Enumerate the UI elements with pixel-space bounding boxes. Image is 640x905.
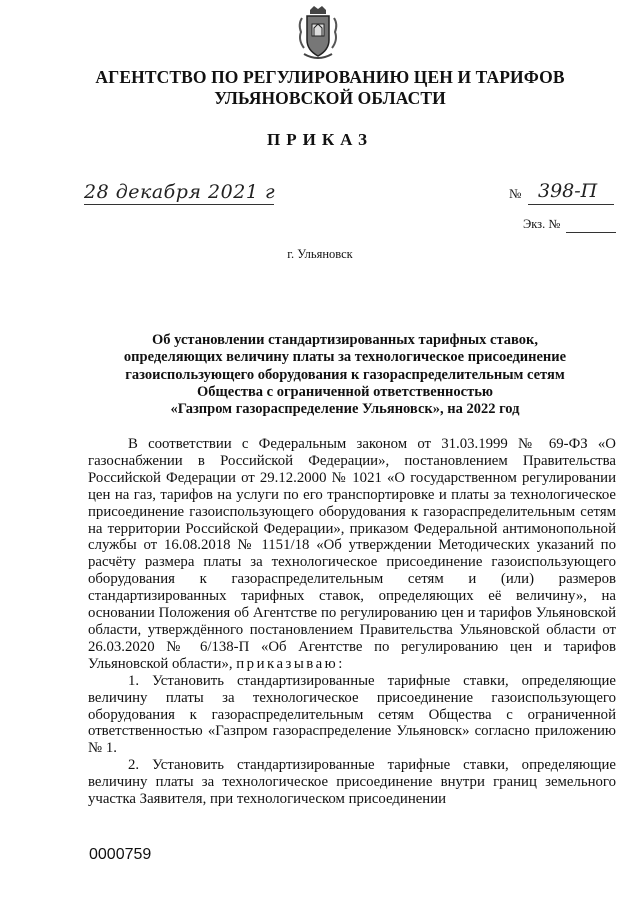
agency-line-2: УЛЬЯНОВСКОЙ ОБЛАСТИ — [214, 88, 446, 108]
handwritten-number: 398-П — [538, 180, 598, 202]
copy-number-label: Экз. № — [523, 217, 561, 231]
handwritten-date: 28 декабря 2021 г — [84, 181, 276, 203]
city-label: г. Ульяновск — [287, 247, 353, 261]
agency-line-1: АГЕНТСТВО ПО РЕГУЛИРОВАНИЮ ЦЕН И ТАРИФОВ — [95, 67, 565, 87]
document-serial-number: 0000759 — [89, 846, 152, 863]
preamble-text: В соответствии с Федеральным законом от 31.03.1999 № 69-ФЗ «О газоснабжении в Российской Федерации», постановлением Правительства Российской Федерации от 29.12.2000 № 1021 «О государственном регулировании цен на газ, тарифов на услуги по его транспортировке и платы за технологическое присоединение газоиспользующего оборудования к газораспределительным сетям на территории Российской Федерации», приказом Федеральной антимонопольной службы от 16.08.2018 № 1151/18 «Об утверждении Методических указаний по расчёту размера платы за технологическое присоединение газоиспользующего оборудования к газораспределительным сетям и (или) размеров стандартизированных тарифных ставок, определяющих её величину», на основании Положения об Агентстве по регулированию цен и тарифов Ульяновской области, утверждённого постановлением Правительства Ульяновской области от 26.03.2020 № 6/138-П «Об Агентстве по регулированию цен и тарифов Ульяновской области», — [88, 436, 616, 672]
number-underline — [528, 204, 614, 205]
subject-line-3: газоиспользующего оборудования к газораспределительным сетям — [125, 366, 565, 383]
subject-line-4: Общества с ограниченной ответственностью — [197, 383, 493, 400]
body-paragraph-3: 2. Установить стандартизированные тарифные ставки, определяющие величину платы за технологическое присоединение внутри границ земельного участка Заявителя, при технологическом присоединении — [88, 757, 616, 808]
body-paragraph-1 — [88, 436, 616, 673]
order-body — [88, 436, 616, 808]
order-subject — [110, 332, 580, 418]
subject-line-5: «Газпром газораспределение Ульяновск», на 2022 год — [170, 401, 520, 418]
order-word: приказываю: — [236, 655, 345, 672]
coat-of-arms-icon — [296, 4, 340, 62]
agency-name — [60, 67, 600, 109]
copy-number-underline — [566, 232, 616, 233]
date-underline — [84, 204, 274, 205]
number-label: № — [509, 186, 522, 201]
subject-line-2: определяющих величину платы за технологическое присоединение — [123, 349, 567, 366]
body-paragraph-2: 1. Установить стандартизированные тарифные ставки, определяющие величину платы за технологическое присоединение газоиспользующего оборудования к газораспределительным сетям Общества с ограниченной ответственностью «Газпром газораспределение Ульяновск» согласно приложению № 1. — [88, 672, 616, 757]
doc-type-title: ПРИКАЗ — [267, 130, 373, 149]
subject-line-1: Об установлении стандартизированных тарифных ставок, — [152, 332, 538, 348]
